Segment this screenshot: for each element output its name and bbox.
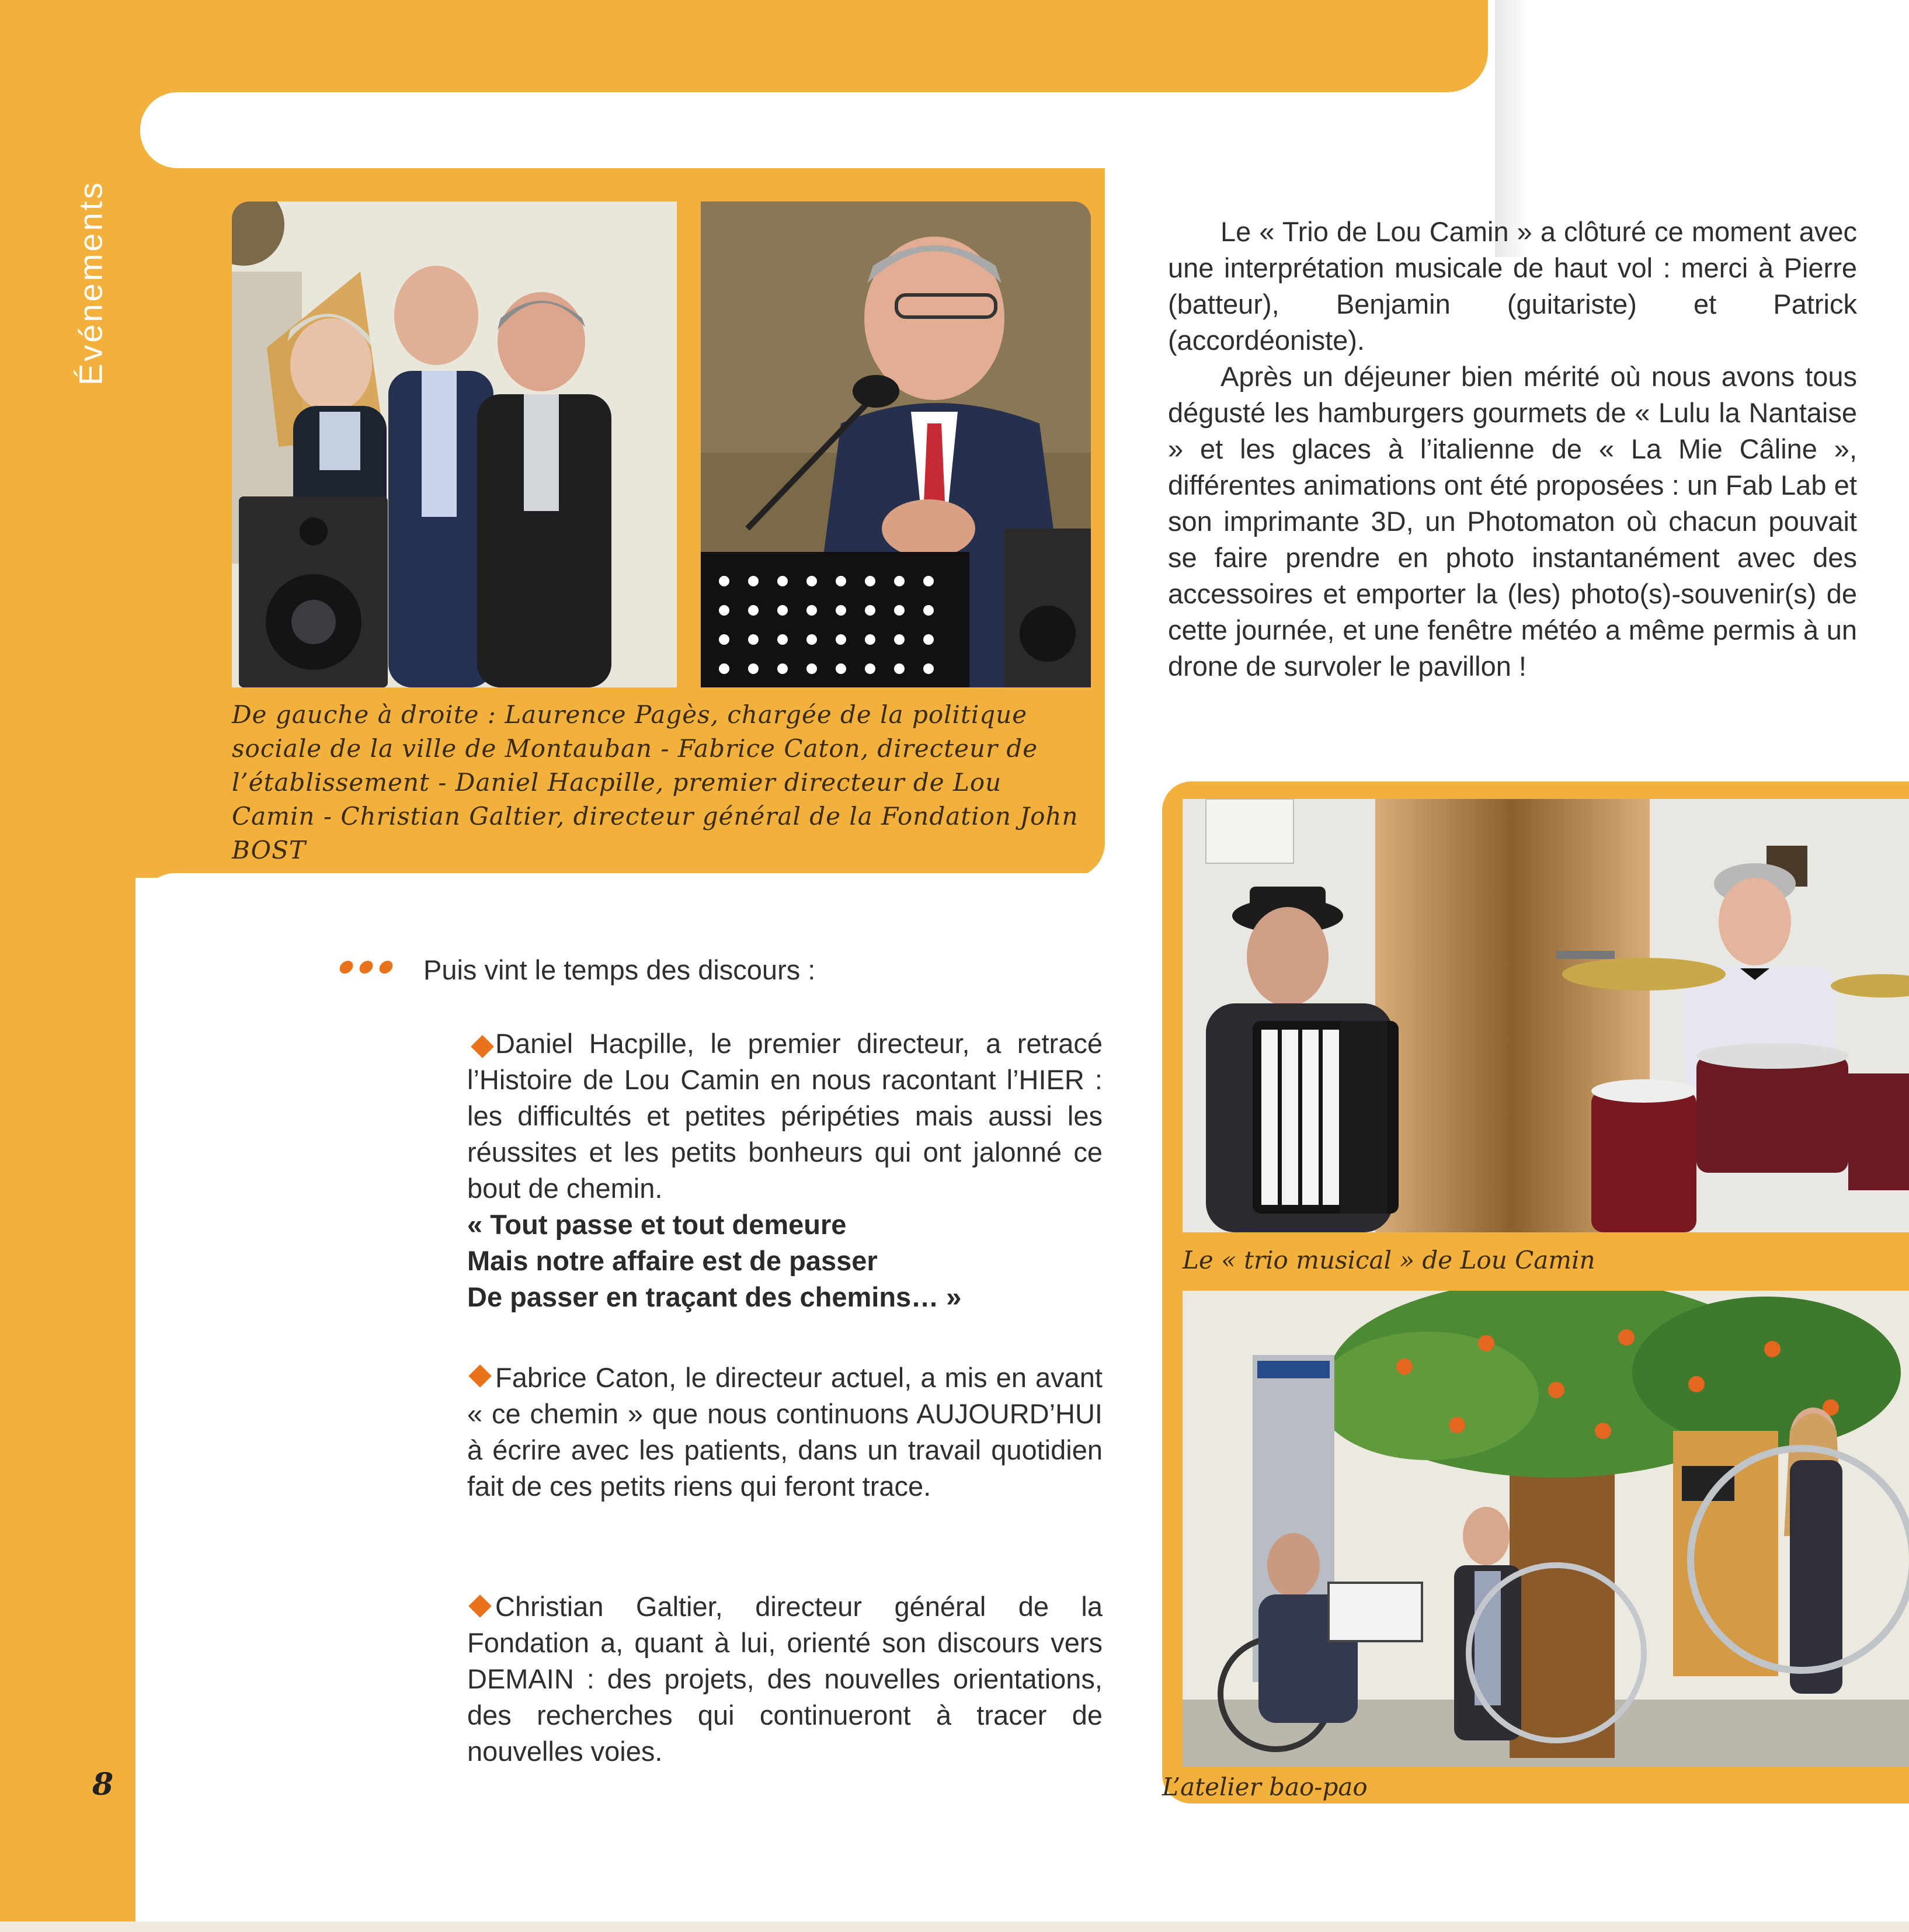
discours-item-hacpille [467,1026,1103,1315]
discours-item-caton [467,1360,1103,1504]
photo-speaker-microphone [701,201,1091,687]
photo-officials-group [232,201,677,687]
quote-line-1: « Tout passe et tout demeure [467,1209,847,1240]
section-label: Événements [72,180,109,385]
white-header-panel [140,92,1488,168]
quote-line-2: Mais notre affaire est de passer [467,1245,878,1276]
photo-atelier-bao-pao [1183,1291,1909,1767]
page-number: 8 [92,1766,114,1802]
orange-top-strip [0,0,1488,92]
ellipsis-bullet-icon [340,961,404,978]
caption-atelier: L’atelier bao-pao [1162,1773,1368,1801]
page-bottom-edge [0,1921,1909,1932]
discours-item-galtier [467,1589,1103,1770]
caption-officials: De gauche à droite : Laurence Pagès, chargée de la politique sociale de la ville de Montauban - Fabrice Caton, directeur de l’établissement - Daniel Hacpille, premier directeur de Lou Camin - Christian Galtier, directeur général de la Fondation John BOST [232,700,1079,864]
discours-item-text: Christian Galtier, directeur général de la Fondation a, quant à lui, orienté son discours vers DEMAIN : des projets, des nouvelles orientations, des recherches qui continueront à tracer de nouvelles voies. [467,1591,1103,1767]
discours-intro: Puis vint le temps des discours : [423,954,816,985]
orange-side-strip [0,0,135,1932]
quote-line-3: De passer en traçant des chemins… » [467,1281,962,1312]
paragraph-trio: Le « Trio de Lou Camin » a clôturé ce moment avec une interprétation musicale de haut vol : merci à Pierre (batteur), Benjamin (guitariste) et Patrick (accordéoniste). [1168,216,1857,356]
discours-item-text: Fabrice Caton, le directeur actuel, a mis en avant « ce chemin » que nous continuons AUJOURD’HUI à écrire avec les patients, dans un travail quotidien fait de ces petits riens qui feront trace. [467,1362,1103,1502]
discours-item-text: Daniel Hacpille, le premier directeur, a retracé l’Histoire de Lou Camin en nous racontant l’HIER : les difficultés et petites péripéties mais aussi les réussites et les petits bonheurs qui ont jalonné ce bout de chemin. [467,1028,1103,1204]
caption-trio: Le « trio musical » de Lou Camin [1183,1246,1595,1274]
right-column-text [1168,214,1857,684]
photo-trio-musical [1183,799,1909,1232]
paragraph-animations: Après un déjeuner bien mérité où nous avons tous dégusté les hamburgers gourmets de « Lulu la Nantaise » et les glaces à l’italienne de « La Mie Câline », différentes animations ont été proposées : un Fab Lab et son imprimante 3D, un Photomaton où chacun pouvait se faire prendre en photo instantanément avec des accessoires et emporter la (les) photo(s)-souvenir(s) de cette journée, et une fenêtre météo a même permis à un drone de survoler le pavillon ! [1168,361,1857,682]
